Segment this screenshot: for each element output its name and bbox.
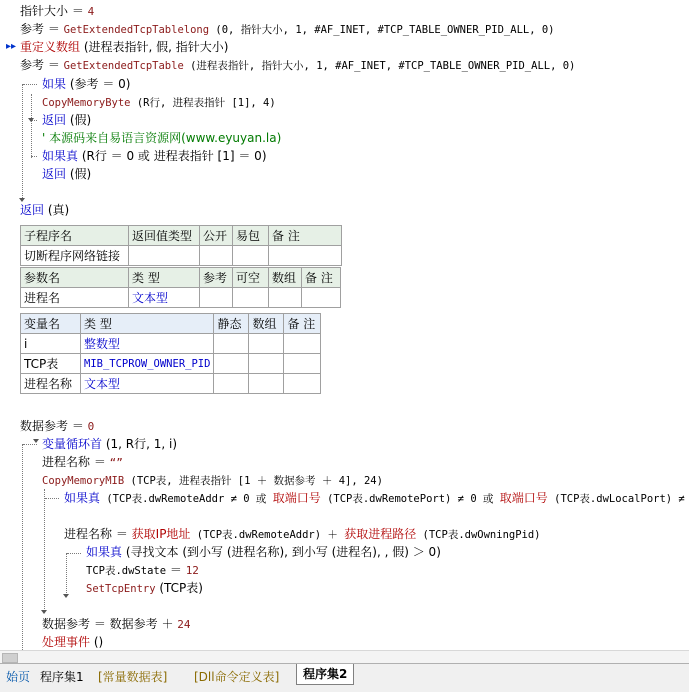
field-name: TCP表.dwState [86, 565, 167, 577]
function-name: CopyMemoryMIB [42, 475, 125, 487]
code-line[interactable] [64, 489, 685, 507]
horizontal-scrollbar[interactable] [0, 650, 689, 664]
var-array-cell[interactable] [249, 374, 284, 394]
code-line[interactable] [20, 201, 69, 219]
code-line[interactable] [42, 633, 103, 650]
code-line[interactable] [64, 525, 541, 543]
var-remark-cell[interactable] [284, 334, 321, 354]
code-line[interactable] [20, 56, 575, 74]
code-line[interactable] [20, 417, 94, 435]
code-line[interactable] [42, 93, 276, 111]
flow-line [44, 489, 45, 611]
code-line[interactable] [42, 111, 91, 129]
column-header: 备 注 [269, 226, 342, 246]
loop-start-arrow-icon [33, 439, 39, 443]
var-name: 参考 [20, 58, 45, 72]
var-static-cell[interactable] [214, 374, 249, 394]
arguments: (0, 指针大小, 1, #AF_INET, #TCP_TABLE_OWNER_PID_ALL, 0) [209, 24, 555, 36]
param-ref-cell[interactable] [200, 288, 233, 308]
condition: (R行 ＝ 0 或 进程表指针 [1] ＝ 0) [78, 149, 267, 163]
code-line[interactable] [42, 471, 383, 489]
var-type-cell[interactable]: MIB_TCPROW_OWNER_PID [81, 354, 214, 374]
keyword: 如果真 [86, 545, 123, 559]
arguments: (TCP表) [155, 581, 203, 595]
var-name-cell[interactable]: i [21, 334, 81, 354]
arguments: (假) [66, 113, 92, 127]
column-header: 类 型 [129, 268, 200, 288]
var-name: 进程名称 [64, 527, 113, 541]
code-line[interactable] [42, 165, 91, 183]
command-name: 获取IP地址 [131, 527, 191, 541]
condition: (TCP表.dwRemotePort) ≠ 0 或 [320, 493, 500, 505]
column-header: 参数名 [21, 268, 129, 288]
var-name-cell[interactable]: TCP表 [21, 354, 81, 374]
comment-line[interactable]: ' 本源码来自易语言资源网(www.eyuyan.la) [42, 131, 282, 145]
number: 0 [87, 420, 95, 433]
subroutine-name[interactable]: 切断程序网络链接 [21, 246, 129, 266]
var-type-cell[interactable]: 文本型 [81, 374, 214, 394]
operator: ＝ [166, 563, 186, 577]
flow-line [31, 156, 37, 157]
arguments: (假) [66, 167, 92, 181]
local-variable-table [20, 313, 321, 394]
condition: (TCP表.dwRemoteAddr ≠ 0 或 [100, 493, 273, 505]
arguments: (进程表指针, 假, 指针大小) [80, 40, 229, 54]
code-line[interactable] [20, 38, 228, 56]
command-name: 取端口号 [272, 491, 321, 505]
code-line[interactable] [86, 579, 203, 597]
subroutine-table [20, 225, 342, 266]
arguments: (进程表指针, 指针大小, 1, #AF_INET, #TCP_TABLE_OWNER_PID_ALL, 0) [183, 60, 576, 72]
var-array-cell[interactable] [249, 354, 284, 374]
number: 4 [87, 5, 95, 18]
condition: (参考 ＝ 0) [66, 77, 131, 91]
var-name: 进程名称 [42, 455, 91, 469]
loop-flow-line [22, 444, 23, 650]
column-header: 备 注 [284, 314, 321, 334]
flow-arrow-icon [41, 610, 47, 614]
tab-bar [0, 663, 689, 692]
remark-cell[interactable] [269, 246, 342, 266]
code-line[interactable] [20, 2, 94, 20]
flow-line [22, 84, 23, 200]
operator: ＝ [112, 527, 132, 541]
column-header: 数组 [269, 268, 302, 288]
param-type[interactable]: 文本型 [129, 288, 200, 308]
flow-line [23, 444, 37, 445]
tab-constant-table[interactable]: [常量数据表] [98, 670, 168, 684]
tab-dll-command-table[interactable]: [Dll命令定义表] [194, 670, 280, 684]
column-header: 变量名 [21, 314, 81, 334]
keyword: 返回 [42, 113, 67, 127]
code-line[interactable] [20, 20, 555, 38]
return-type-cell[interactable] [129, 246, 200, 266]
keyword: 如果真 [64, 491, 101, 505]
column-header: 返回值类型 [129, 226, 200, 246]
command-name: 处理事件 [42, 635, 91, 649]
var-remark-cell[interactable] [284, 354, 321, 374]
tab-program-set-1[interactable]: 程序集1 [40, 670, 84, 684]
expression: ＝ 数据参考 ＋ [90, 617, 178, 631]
param-nullable-cell[interactable] [233, 288, 269, 308]
function-name: GetExtendedTcpTablelong [63, 24, 210, 36]
tab-program-set-2[interactable]: 程序集2 [296, 664, 354, 685]
param-array-cell[interactable] [269, 288, 302, 308]
var-static-cell[interactable] [214, 334, 249, 354]
param-remark-cell[interactable] [302, 288, 341, 308]
column-header: 参考 [200, 268, 233, 288]
column-header: 可空 [233, 268, 269, 288]
arguments: (真) [44, 203, 70, 217]
var-remark-cell[interactable] [284, 374, 321, 394]
command-name: 获取进程路径 [344, 527, 417, 541]
var-type-cell[interactable]: 整数型 [81, 334, 214, 354]
condition: (寻找文本 (到小写 (进程名称), 到小写 (进程名), , 假) ＞ 0) [122, 545, 441, 559]
keyword: 返回 [20, 203, 45, 217]
var-name: 参考 [20, 22, 45, 36]
arguments: (1, R行, 1, i) [102, 437, 178, 451]
code-line[interactable] [42, 435, 177, 453]
code-line[interactable] [42, 75, 130, 93]
var-array-cell[interactable] [249, 334, 284, 354]
flow-line [45, 498, 59, 499]
var-name: 指针大小 [20, 4, 69, 18]
epackage-cell[interactable] [233, 246, 269, 266]
arguments: (TCP表.dwOwningPid) [416, 529, 541, 541]
keyword: 如果真 [42, 149, 79, 163]
string-literal: “” [109, 456, 123, 469]
keyword: 返回 [42, 167, 67, 181]
arguments: (R行, 进程表指针 [1], 4) [130, 97, 276, 109]
arguments: () [90, 635, 104, 649]
code-line[interactable] [42, 453, 123, 471]
operator: ＝ [90, 455, 110, 469]
condition: (TCP表.dwLocalPort) ≠ [547, 493, 685, 505]
column-header: 数组 [249, 314, 284, 334]
function-name: SetTcpEntry [86, 583, 156, 595]
tab-start-page[interactable]: 始页 [6, 670, 31, 684]
code-line[interactable] [86, 561, 199, 579]
keyword: 变量循环首 [42, 437, 103, 451]
command-name: 重定义数组 [20, 40, 81, 54]
number: 12 [185, 564, 199, 577]
column-header: 类 型 [81, 314, 214, 334]
operator: ＝ [68, 4, 88, 18]
command-name: 取端口号 [499, 491, 548, 505]
column-header: 子程序名 [21, 226, 129, 246]
flow-arrow-icon [63, 594, 69, 598]
parameter-table [20, 267, 341, 308]
operator: ＝ [68, 419, 88, 433]
column-header: 静态 [214, 314, 249, 334]
public-cell[interactable] [200, 246, 233, 266]
scrollbar-thumb[interactable] [2, 653, 18, 663]
param-name[interactable]: 进程名 [21, 288, 129, 308]
column-header: 备 注 [302, 268, 341, 288]
var-name: 数据参考 [42, 617, 91, 631]
var-name-cell[interactable]: 进程名称 [21, 374, 81, 394]
code-line[interactable] [86, 543, 441, 561]
flow-line [66, 553, 67, 595]
code-line[interactable] [42, 147, 267, 165]
flow-line [67, 553, 81, 554]
var-name: 数据参考 [20, 419, 69, 433]
operator: ＝ [44, 58, 64, 72]
flow-arrow-icon [28, 118, 34, 122]
function-name: GetExtendedTcpTable [63, 60, 184, 72]
number: 24 [177, 618, 191, 631]
operator: ＝ [44, 22, 64, 36]
flow-line [31, 94, 32, 158]
column-header: 易包 [233, 226, 269, 246]
keyword: 如果 [42, 77, 67, 91]
breakpoint-arrow-icon[interactable]: ▸▸ [6, 41, 17, 52]
column-header: 公开 [200, 226, 233, 246]
arguments: (TCP表.dwRemoteAddr) ＋ [190, 529, 345, 541]
function-name: CopyMemoryByte [42, 97, 131, 109]
var-static-cell[interactable] [214, 354, 249, 374]
code-line[interactable] [42, 615, 191, 633]
arguments: (TCP表, 进程表指针 [1 ＋ 数据参考 ＋ 4], 24) [124, 475, 383, 487]
flow-line [23, 84, 37, 85]
